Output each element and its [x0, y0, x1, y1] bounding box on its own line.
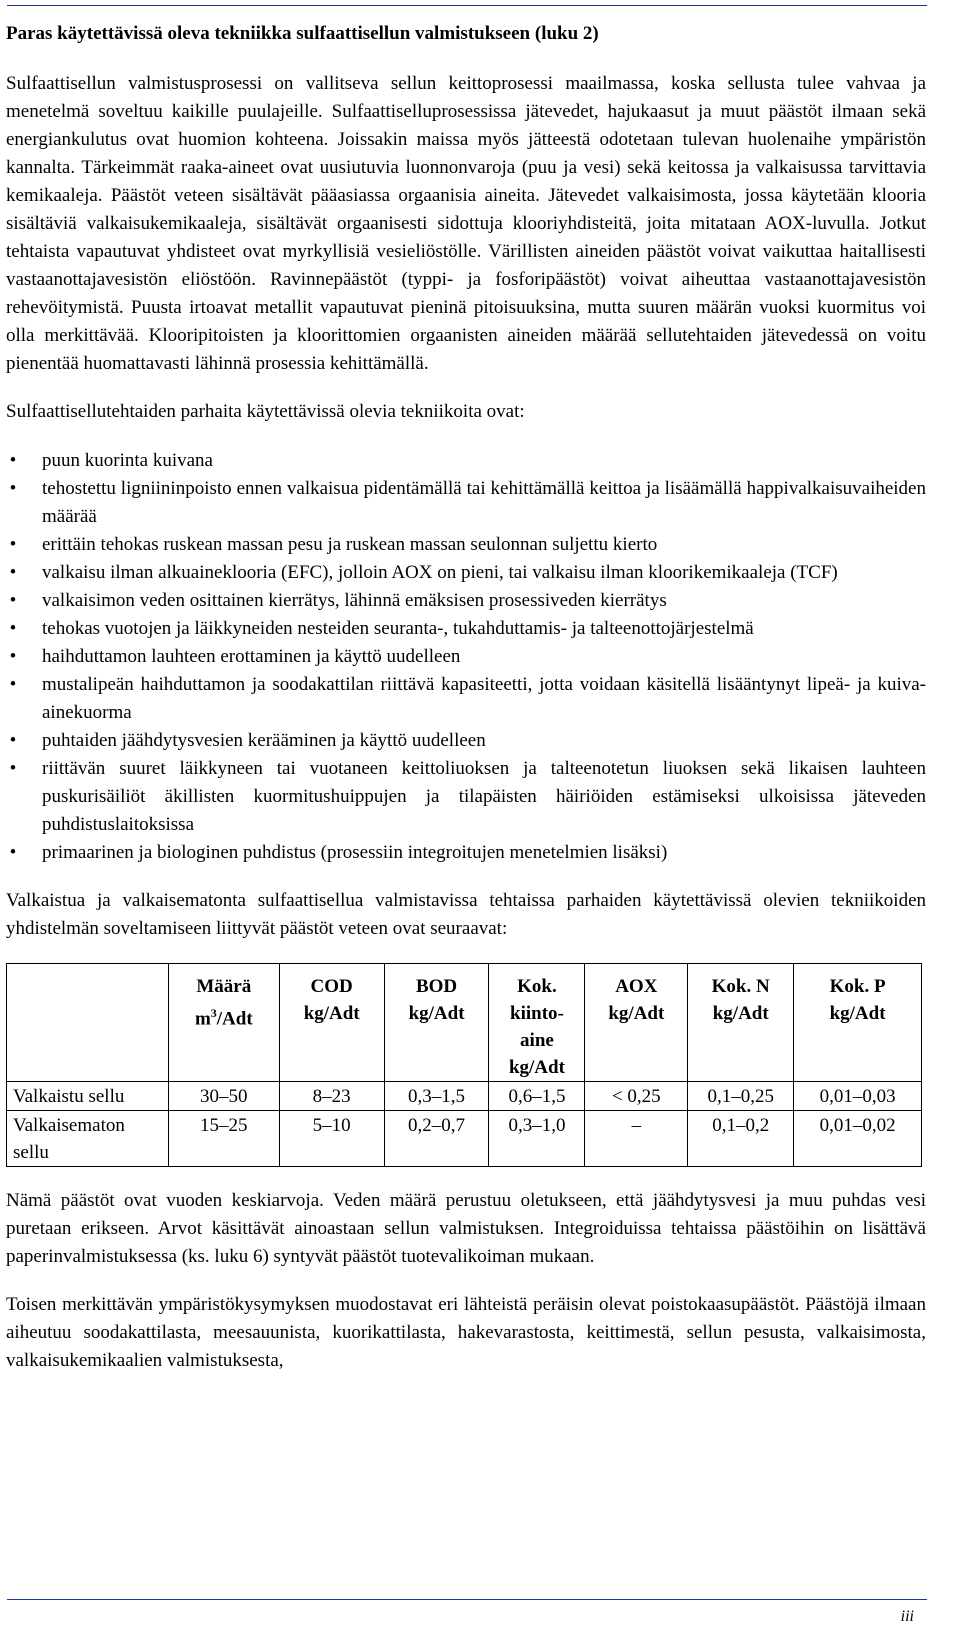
intro-paragraph: Sulfaattisellun valmistusprosessi on vallitseva sellun keittoprosessi maailmassa, koska sellusta tulee vahvaa ja menetelmä soveltuu kaikille puulajeille. Sulfaattiselluprosessissa jätevedet, hajukaasut ja muut päästöt ilmaan sekä energiankulutus ovat huomion kohteena. Joissakin maissa myös jätteestä odotetaan tulevan huolenaihe ympäristön kannalta. Tärkeimmät raaka-aineet ovat uusiutuvia luonnonvaroja (puu ja vesi) sekä keitossa ja valkaisussa tarvittavia kemikaaleja. Päästöt veteen sisältävät pääasiassa orgaanisia aineita. Jätevedet valkaisimosta, jossa käytetään klooria sisältäviä valkaisukemikaaleja, sisältävät orgaanisesti sidottuja klooriyhdisteitä, joita mitataan AOX-luvulla. Jotkut tehtaista vapautuvat yhdisteet ovat myrkyllisiä vesieliöstölle. Värillisten aineiden päästöt voivat vaikuttaa haitallisesti vastaanottajavesistön eliöstöön. Ravinnepäästöt (typpi- ja fosforipäästöt) voivat aiheuttaa vastaanottajavesistön rehevöitymistä. Puusta irtoavat metallit vapautuvat pieninä pitoisuuksina, mutta suuren määrän vuoksi kuormitus voi olla merkittävää. Klooripitoisten ja kloorittomien orgaanisten aineiden määrää sellutehtaiden jätevedessä on voitu pienentää huomattavasti lähinnä prosessia kehittämällä.	[6, 73, 926, 374]
table-cell: 15–25	[168, 1111, 279, 1167]
document-page	[6, 20, 926, 1375]
list-item-text: puun kuorinta kuivana	[42, 450, 213, 471]
list-item	[6, 587, 926, 615]
list-item	[6, 671, 926, 727]
table-cell: Valkaisematon sellu	[7, 1111, 169, 1167]
header-cod: COD kg/Adt	[279, 964, 384, 1082]
after-table-paragraph: Nämä päästöt ovat vuoden keskiarvoja. Veden määrä perustuu oletukseen, että jäähdytysvesi ja muu puhdas vesi puretaan erikseen. Arvot käsittävät ainoastaan sellun valmistuksen. Integroiduissa tehtaissa päästöihin on lisättävä paperinvalmistuksessa (ks. luku 6) syntyvät päästöt tuotevalikoiman mukaan.	[6, 1190, 926, 1267]
list-item	[6, 531, 926, 559]
table-cell: Valkaistu sellu	[7, 1082, 169, 1111]
table-row	[7, 1082, 922, 1111]
bullet-icon: •	[9, 646, 17, 667]
table-cell: 0,01–0,03	[794, 1082, 922, 1111]
table-header-row	[7, 964, 922, 1082]
header-amount: Määrä $m^3$/Adt	[168, 964, 279, 1082]
list-item	[6, 559, 926, 587]
page-number: iii	[900, 1608, 914, 1625]
list-item	[6, 615, 926, 643]
header-tss: Kok. kiinto- aine kg/Adt	[489, 964, 585, 1082]
bullet-icon: •	[9, 562, 17, 583]
list-item-text: mustalipeän haihduttamon ja soodakattilan riittävä kapasiteetti, jotta voidaan käsitellä lisääntynyt lipeä- ja kuiva-ainekuorma	[42, 674, 926, 723]
table-cell: < 0,25	[585, 1082, 688, 1111]
list-intro: Sulfaattisellutehtaiden parhaita käytettävissä olevia tekniikoita ovat:	[6, 401, 525, 422]
table-cell: 8–23	[279, 1082, 384, 1111]
header-bod: BOD kg/Adt	[384, 964, 489, 1082]
bullet-icon: •	[9, 534, 17, 555]
emissions-table	[6, 963, 922, 1167]
table-intro: Valkaistua ja valkaisematonta sulfaattisellua valmistavissa tehtaissa parhaiden käytettävissä olevien tekniikoiden yhdistelmän soveltamiseen liittyvät päästöt veteen ovat seuraavat:	[6, 890, 926, 939]
bottom-rule	[7, 1599, 927, 1600]
list-item-text: puhtaiden jäähdytysvesien kerääminen ja käyttö uudelleen	[42, 730, 486, 751]
table-cell: 0,1–0,2	[688, 1111, 794, 1167]
bullet-icon: •	[9, 674, 17, 695]
list-item-text: tehokas vuotojen ja läikkyneiden nesteiden seuranta-, tukahduttamis- ja talteenottojärjestelmä	[42, 618, 754, 639]
header-aox: AOX kg/Adt	[585, 964, 688, 1082]
table-cell: 30–50	[168, 1082, 279, 1111]
table-cell: 0,3–1,5	[384, 1082, 489, 1111]
table-cell: 0,01–0,02	[794, 1111, 922, 1167]
list-item	[6, 475, 926, 531]
last-paragraph: Toisen merkittävän ympäristökysymyksen muodostavat eri lähteistä peräisin olevat poistokaasupäästöt. Päästöjä ilmaan aiheutuu soodakattilasta, meesauunista, kuorikattilasta, hakevarastosta, keittimestä, sellun pesusta, valkaisimosta, valkaisukemikaalien valmistuksesta,	[6, 1294, 926, 1371]
bullet-icon: •	[9, 758, 17, 779]
list-item-text: valkaisimon veden osittainen kierrätys, lähinnä emäksisen prosessiveden kierrätys	[42, 590, 667, 611]
bat-list	[6, 447, 926, 867]
list-item-text: riittävän suuret läikkyneen tai vuotaneen keittoliuoksen ja talteenotetun liuoksen sekä likaisen lauhteen puskurisäiliöt äkillisten kuormitushuippujen ja tilapäisten häiriöiden estämiseksi ulkoisissa jäteveden puhdistuslaitoksissa	[42, 758, 926, 835]
bullet-icon: •	[9, 478, 17, 499]
list-item-text: valkaisu ilman alkuaineklooria (EFC), jolloin AOX on pieni, tai valkaisu ilman kloorikemikaaleja (TCF)	[42, 562, 838, 583]
table-cell: –	[585, 1111, 688, 1167]
bullet-icon: •	[9, 618, 17, 639]
list-item	[6, 727, 926, 755]
list-item	[6, 447, 926, 475]
header-empty	[7, 964, 169, 1082]
table-cell: 0,6–1,5	[489, 1082, 585, 1111]
bullet-icon: •	[9, 842, 17, 863]
table-cell: 5–10	[279, 1111, 384, 1167]
list-item-text: tehostettu ligniininpoisto ennen valkaisua pidentämällä tai kehittämällä keittoa ja lisäämällä happivalkaisuvaiheiden määrää	[42, 478, 926, 527]
list-item	[6, 643, 926, 671]
table-cell: 0,2–0,7	[384, 1111, 489, 1167]
header-total-n: Kok. N kg/Adt	[688, 964, 794, 1082]
list-item	[6, 839, 926, 867]
list-item-text: erittäin tehokas ruskean massan pesu ja ruskean massan seulonnan suljettu kierto	[42, 534, 658, 555]
table-cell: 0,3–1,0	[489, 1111, 585, 1167]
list-item	[6, 755, 926, 839]
top-rule	[7, 5, 927, 6]
list-item-text: haihduttamon lauhteen erottaminen ja käyttö uudelleen	[42, 646, 461, 667]
table-cell: 0,1–0,25	[688, 1082, 794, 1111]
bullet-icon: •	[9, 730, 17, 751]
header-total-p: Kok. P kg/Adt	[794, 964, 922, 1082]
section-heading: Paras käytettävissä oleva tekniikka sulfaattisellun valmistukseen (luku 2)	[6, 23, 599, 44]
table-row	[7, 1111, 922, 1167]
bullet-icon: •	[9, 590, 17, 611]
bullet-icon: •	[9, 450, 17, 471]
list-item-text: primaarinen ja biologinen puhdistus (prosessiin integroitujen menetelmien lisäksi)	[42, 842, 668, 863]
